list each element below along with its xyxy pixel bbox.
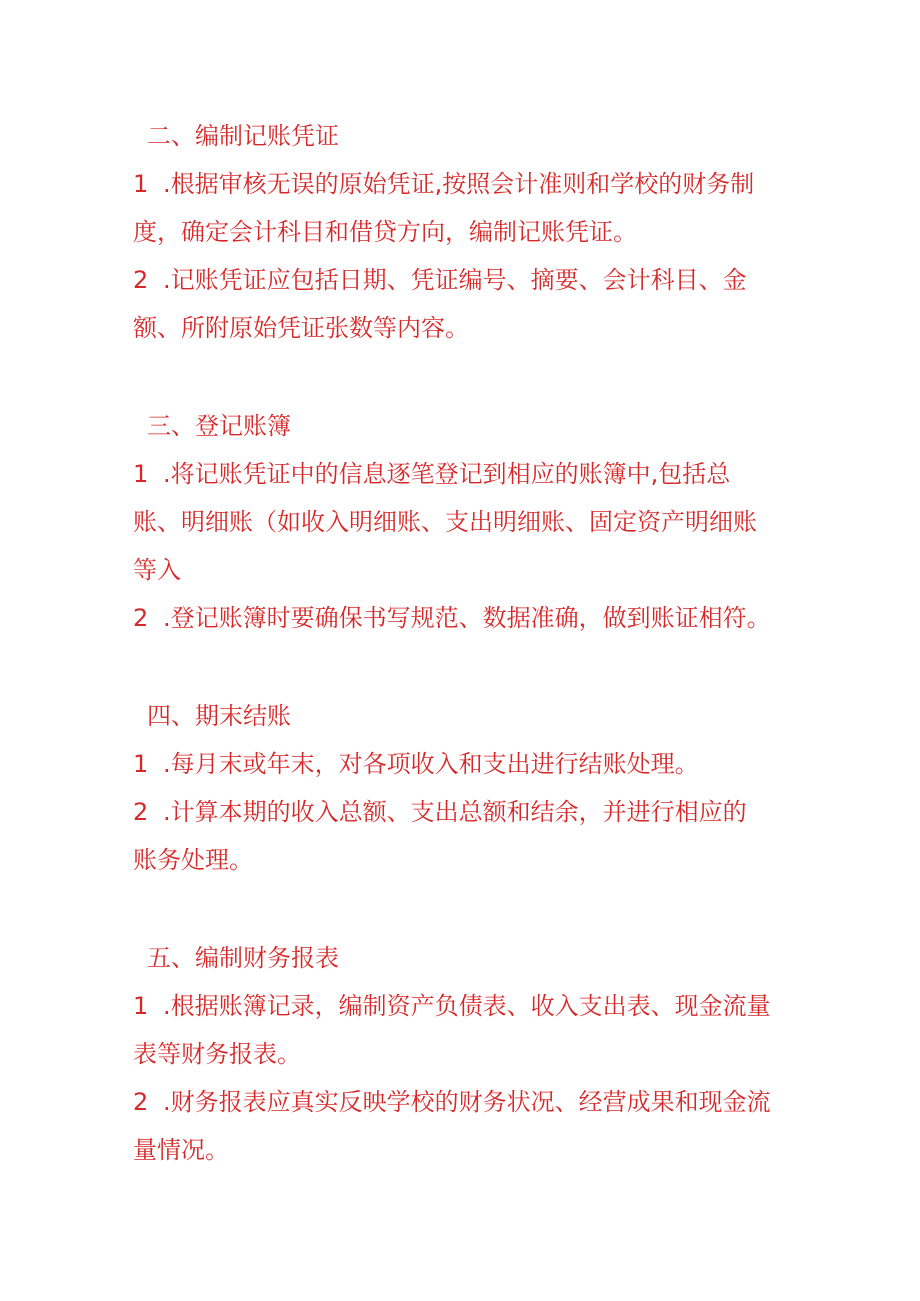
item-text: .记账凭证应包括日期、凭证编号、摘要、会计科目、金 bbox=[163, 266, 747, 294]
item-text: .根据账簿记录，编制资产负债表、收入支出表、现金流量 bbox=[163, 992, 771, 1020]
section-financial-statements bbox=[133, 934, 803, 1174]
section-period-end-closing bbox=[133, 692, 803, 884]
item-text: .每月末或年末，对各项收入和支出进行结账处理。 bbox=[163, 750, 699, 778]
section-register-ledgers bbox=[133, 402, 803, 642]
item-text-continued: 账、明细账（如收入明细账、支出明细账、固定资产明细账 等入 bbox=[133, 508, 757, 584]
list-item bbox=[133, 788, 803, 836]
list-item bbox=[133, 160, 803, 208]
section-compile-vouchers bbox=[133, 112, 803, 352]
item-number: 1 bbox=[133, 750, 149, 778]
item-text-continued: 表等财务报表。 bbox=[133, 1040, 301, 1068]
item-number: 2 bbox=[133, 798, 149, 826]
item-text: .财务报表应真实反映学校的财务状况、经营成果和现金流 bbox=[163, 1088, 771, 1116]
list-item bbox=[133, 1078, 803, 1126]
item-text-continued: 账务处理。 bbox=[133, 846, 253, 874]
item-text: .登记账簿时要确保书写规范、数据准确，做到账证相符。 bbox=[163, 604, 771, 632]
item-text-continued: 额、所附原始凭证张数等内容。 bbox=[133, 314, 469, 342]
item-number: 1 bbox=[133, 460, 149, 488]
item-text: .根据审核无误的原始凭证,按照会计准则和学校的财务制 bbox=[163, 170, 755, 198]
item-number: 1 bbox=[133, 992, 149, 1020]
list-item bbox=[133, 450, 803, 498]
section-heading: 五、编制财务报表 bbox=[147, 944, 339, 972]
item-number: 2 bbox=[133, 1088, 149, 1116]
section-heading: 三、登记账簿 bbox=[147, 412, 291, 440]
list-item bbox=[133, 740, 803, 788]
list-item bbox=[133, 594, 803, 642]
item-number: 2 bbox=[133, 266, 149, 294]
item-number: 1 bbox=[133, 170, 149, 198]
item-text: .将记账凭证中的信息逐笔登记到相应的账簿中,包括总 bbox=[163, 460, 731, 488]
list-item bbox=[133, 256, 803, 304]
item-text-continued: 量情况。 bbox=[133, 1136, 229, 1164]
item-number: 2 bbox=[133, 604, 149, 632]
section-heading: 二、编制记账凭证 bbox=[147, 122, 339, 150]
item-text: .计算本期的收入总额、支出总额和结余，并进行相应的 bbox=[163, 798, 747, 826]
item-text-continued: 度，确定会计科目和借贷方向，编制记账凭证。 bbox=[133, 218, 637, 246]
list-item bbox=[133, 982, 803, 1030]
section-heading: 四、期末结账 bbox=[147, 702, 291, 730]
